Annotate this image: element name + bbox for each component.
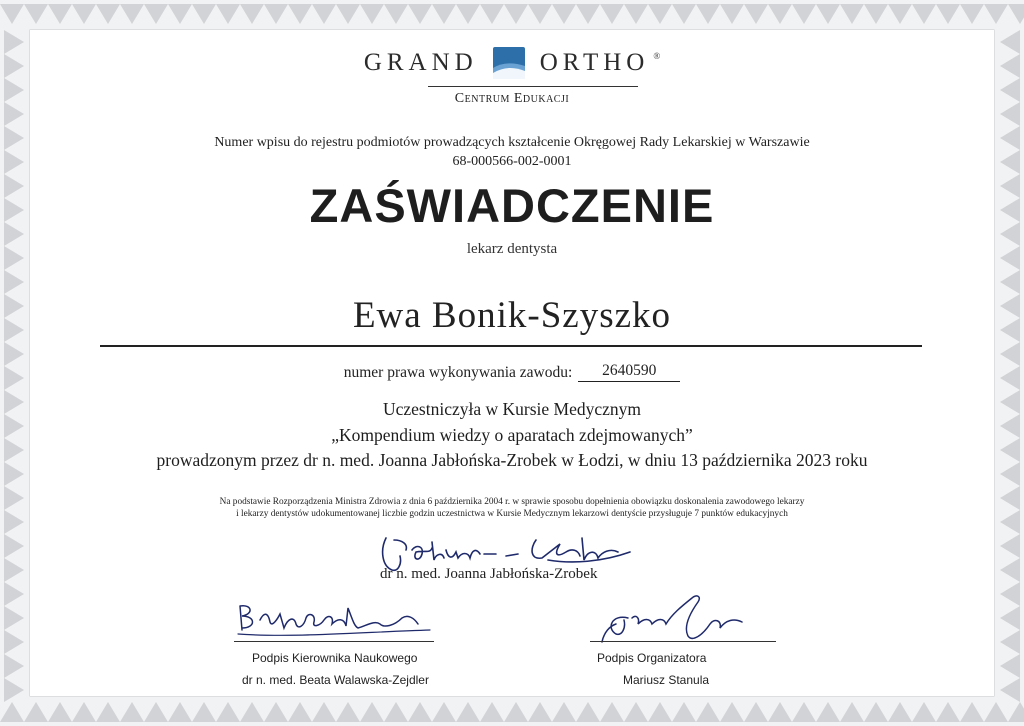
license-number: 2640590 — [578, 362, 680, 382]
course-line-participation: Uczestniczyła w Kursie Medycznym — [382, 399, 642, 419]
signature-line-right — [590, 641, 776, 642]
registry-info — [0, 133, 1024, 171]
logo-word-left: GRAND — [363, 49, 478, 76]
logo-divider — [428, 86, 638, 87]
logo-word-right: ORTHO — [539, 49, 650, 76]
organizer-label: Podpis Organizatora — [597, 651, 707, 665]
registry-line: Numer wpisu do rejestru podmiotów prowadzących kształcenie Okręgowej Rady Lekarskiej w Warszawie — [214, 135, 810, 150]
license-label: numer prawa wykonywania zawodu: — [343, 364, 573, 381]
scientific-director-name: dr n. med. Beata Walawska-Zejdler — [242, 673, 429, 687]
name-underline — [100, 345, 922, 347]
registry-number: 68-000566-002-0001 — [452, 154, 572, 169]
logo-subtitle: Centrum Edukacji — [454, 91, 570, 106]
course-details: prowadzonym przez dr n. med. Joanna Jabłońska-Zrobek w Łodzi, w dniu 13 października 2023 roku — [156, 450, 868, 470]
signature-line-left — [234, 641, 434, 642]
certificate-heading: ZAŚWIADCZENIE — [309, 179, 715, 232]
course-description — [0, 397, 1024, 474]
organizer-name: Mariusz Stanula — [623, 673, 710, 687]
logo-mark-icon — [492, 46, 526, 80]
recipient-name: Ewa Bonik-Szyszko — [352, 295, 672, 336]
license-row — [0, 362, 1024, 382]
course-title: „Kompendium wiedzy o aparatach zdejmowanych” — [331, 424, 693, 445]
logo — [0, 46, 1024, 80]
scientific-director-label: Podpis Kierownika Naukowego — [252, 651, 418, 665]
profession-label: lekarz dentysta — [466, 241, 558, 257]
legal-line: i lekarzy dentystów udokumentowanej liczbie godzin uczestnictwa w Kursie Medycznym lekarzowi dentyście przysługuje 7 punktów edukacyjnych — [236, 509, 788, 519]
legal-basis — [0, 496, 1024, 520]
legal-line: Na podstawie Rozporządzenia Ministra Zdrowia z dnia 6 października 2004 r. w sprawie sposobu dopełnienia obowiązku doskonalenia zawodowego lekarzy — [219, 497, 805, 507]
lecturer-name: dr n. med. Joanna Jabłońska-Zrobek — [380, 566, 598, 582]
logo-registered-mark: ® — [653, 51, 661, 61]
